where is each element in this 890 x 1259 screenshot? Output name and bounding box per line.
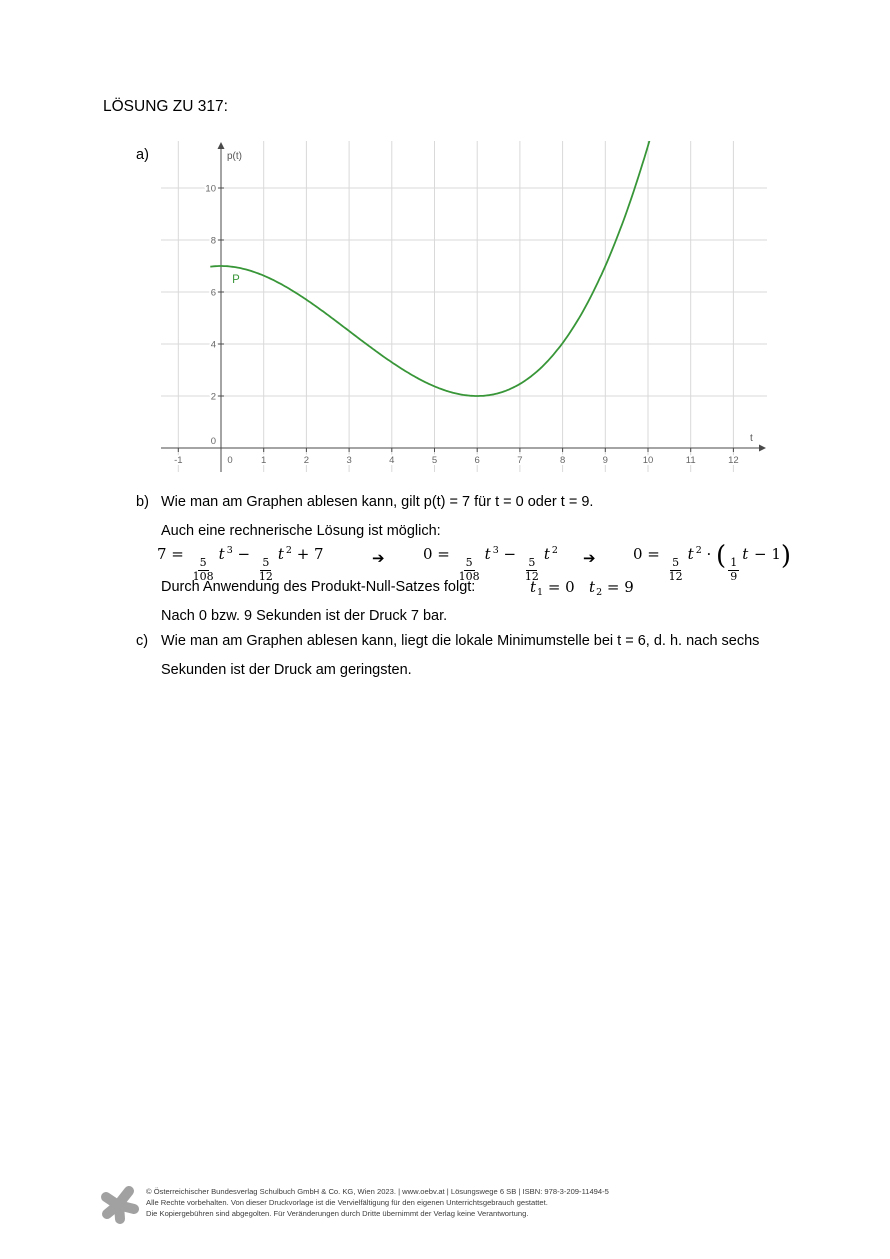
footer-line-1: © Österreichischer Bundesverlag Schulbuch GmbH & Co. KG, Wien 2023. | www.oebv.at | Lösungswege 6 SB | ISBN: 978-3-209-11494-5 bbox=[146, 1187, 609, 1196]
section-c-label: c) bbox=[136, 633, 149, 649]
svg-text:10: 10 bbox=[205, 183, 216, 195]
svg-text:12: 12 bbox=[728, 455, 739, 466]
equation-2: 0 = $\frac{5}{108}$ t $^3$ − $\frac{5}{12}$ t $^2$ bbox=[423, 545, 558, 583]
svg-text:4: 4 bbox=[210, 339, 216, 351]
c-line-2: Sekunden ist der Druck am geringsten. bbox=[161, 662, 412, 678]
svg-text:8: 8 bbox=[559, 455, 566, 466]
svg-text:6: 6 bbox=[210, 287, 216, 299]
footer-line-2: Alle Rechte vorbehalten. Von dieser Druckvorlage ist die Vervielfältigung für den eigenen Unterrichtsgebrauch gestattet. bbox=[146, 1198, 548, 1207]
b-line-2: Auch eine rechnerische Lösung ist möglich: bbox=[161, 523, 441, 539]
svg-text:p(t): p(t) bbox=[227, 151, 242, 162]
svg-text:3: 3 bbox=[346, 455, 352, 466]
svg-text:P: P bbox=[232, 273, 240, 286]
svg-text:9: 9 bbox=[602, 455, 608, 466]
footer-line-3: Die Kopiergebühren sind abgegolten. Für Veränderungen durch Dritte übernimmt der Verlag keine Verantwortung. bbox=[146, 1209, 529, 1218]
footer-copyright bbox=[146, 1186, 609, 1219]
svg-text:4: 4 bbox=[389, 455, 395, 466]
product-null-satz-line: Durch Anwendung des Produkt-Null-Satzes folgt: bbox=[161, 579, 476, 595]
equation-1: 7 = $\frac{5}{108}$ t $^3$ − $\frac{5}{12}$ t $^2$ + 7 bbox=[157, 545, 324, 583]
arrow-icon-2: ➔ bbox=[583, 549, 596, 567]
section-b-label: b) bbox=[136, 494, 149, 510]
svg-text:0: 0 bbox=[227, 455, 233, 466]
arrow-icon-1: ➔ bbox=[372, 549, 385, 567]
svg-text:2: 2 bbox=[210, 391, 216, 403]
svg-text:2: 2 bbox=[303, 455, 310, 466]
page-title: LÖSUNG ZU 317: bbox=[103, 98, 228, 115]
section-a-label: a) bbox=[136, 147, 149, 163]
b-line-1: Wie man am Graphen ablesen kann, gilt p(t) = 7 für t = 0 oder t = 9. bbox=[161, 494, 594, 510]
svg-text:11: 11 bbox=[685, 455, 696, 466]
svg-text:5: 5 bbox=[431, 455, 438, 466]
c-line-1: Wie man am Graphen ablesen kann, liegt die lokale Minimumstelle bei t = 6, d. h. nach sechs bbox=[161, 633, 760, 649]
equation-chain bbox=[0, 541, 890, 583]
svg-text:10: 10 bbox=[642, 455, 654, 466]
svg-text:6: 6 bbox=[474, 455, 480, 466]
svg-text:8: 8 bbox=[210, 235, 216, 247]
oebv-logo-asterisk-icon bbox=[99, 1183, 141, 1225]
svg-text:7: 7 bbox=[517, 455, 523, 466]
b-conclusion: Nach 0 bzw. 9 Sekunden ist der Druck 7 bar. bbox=[161, 608, 448, 624]
svg-text:-1: -1 bbox=[174, 455, 183, 466]
pressure-time-graph bbox=[161, 141, 767, 472]
svg-text:1: 1 bbox=[261, 455, 267, 466]
svg-text:0: 0 bbox=[210, 436, 216, 447]
roots-values: $t_1 = 0$ $t_2 = 9$ bbox=[530, 578, 634, 598]
equation-3: 0 = $\frac{5}{12}$ t $^2$ · ( $\frac{1}{9}$ t − 1) bbox=[633, 541, 792, 583]
svg-text:t: t bbox=[750, 433, 753, 444]
